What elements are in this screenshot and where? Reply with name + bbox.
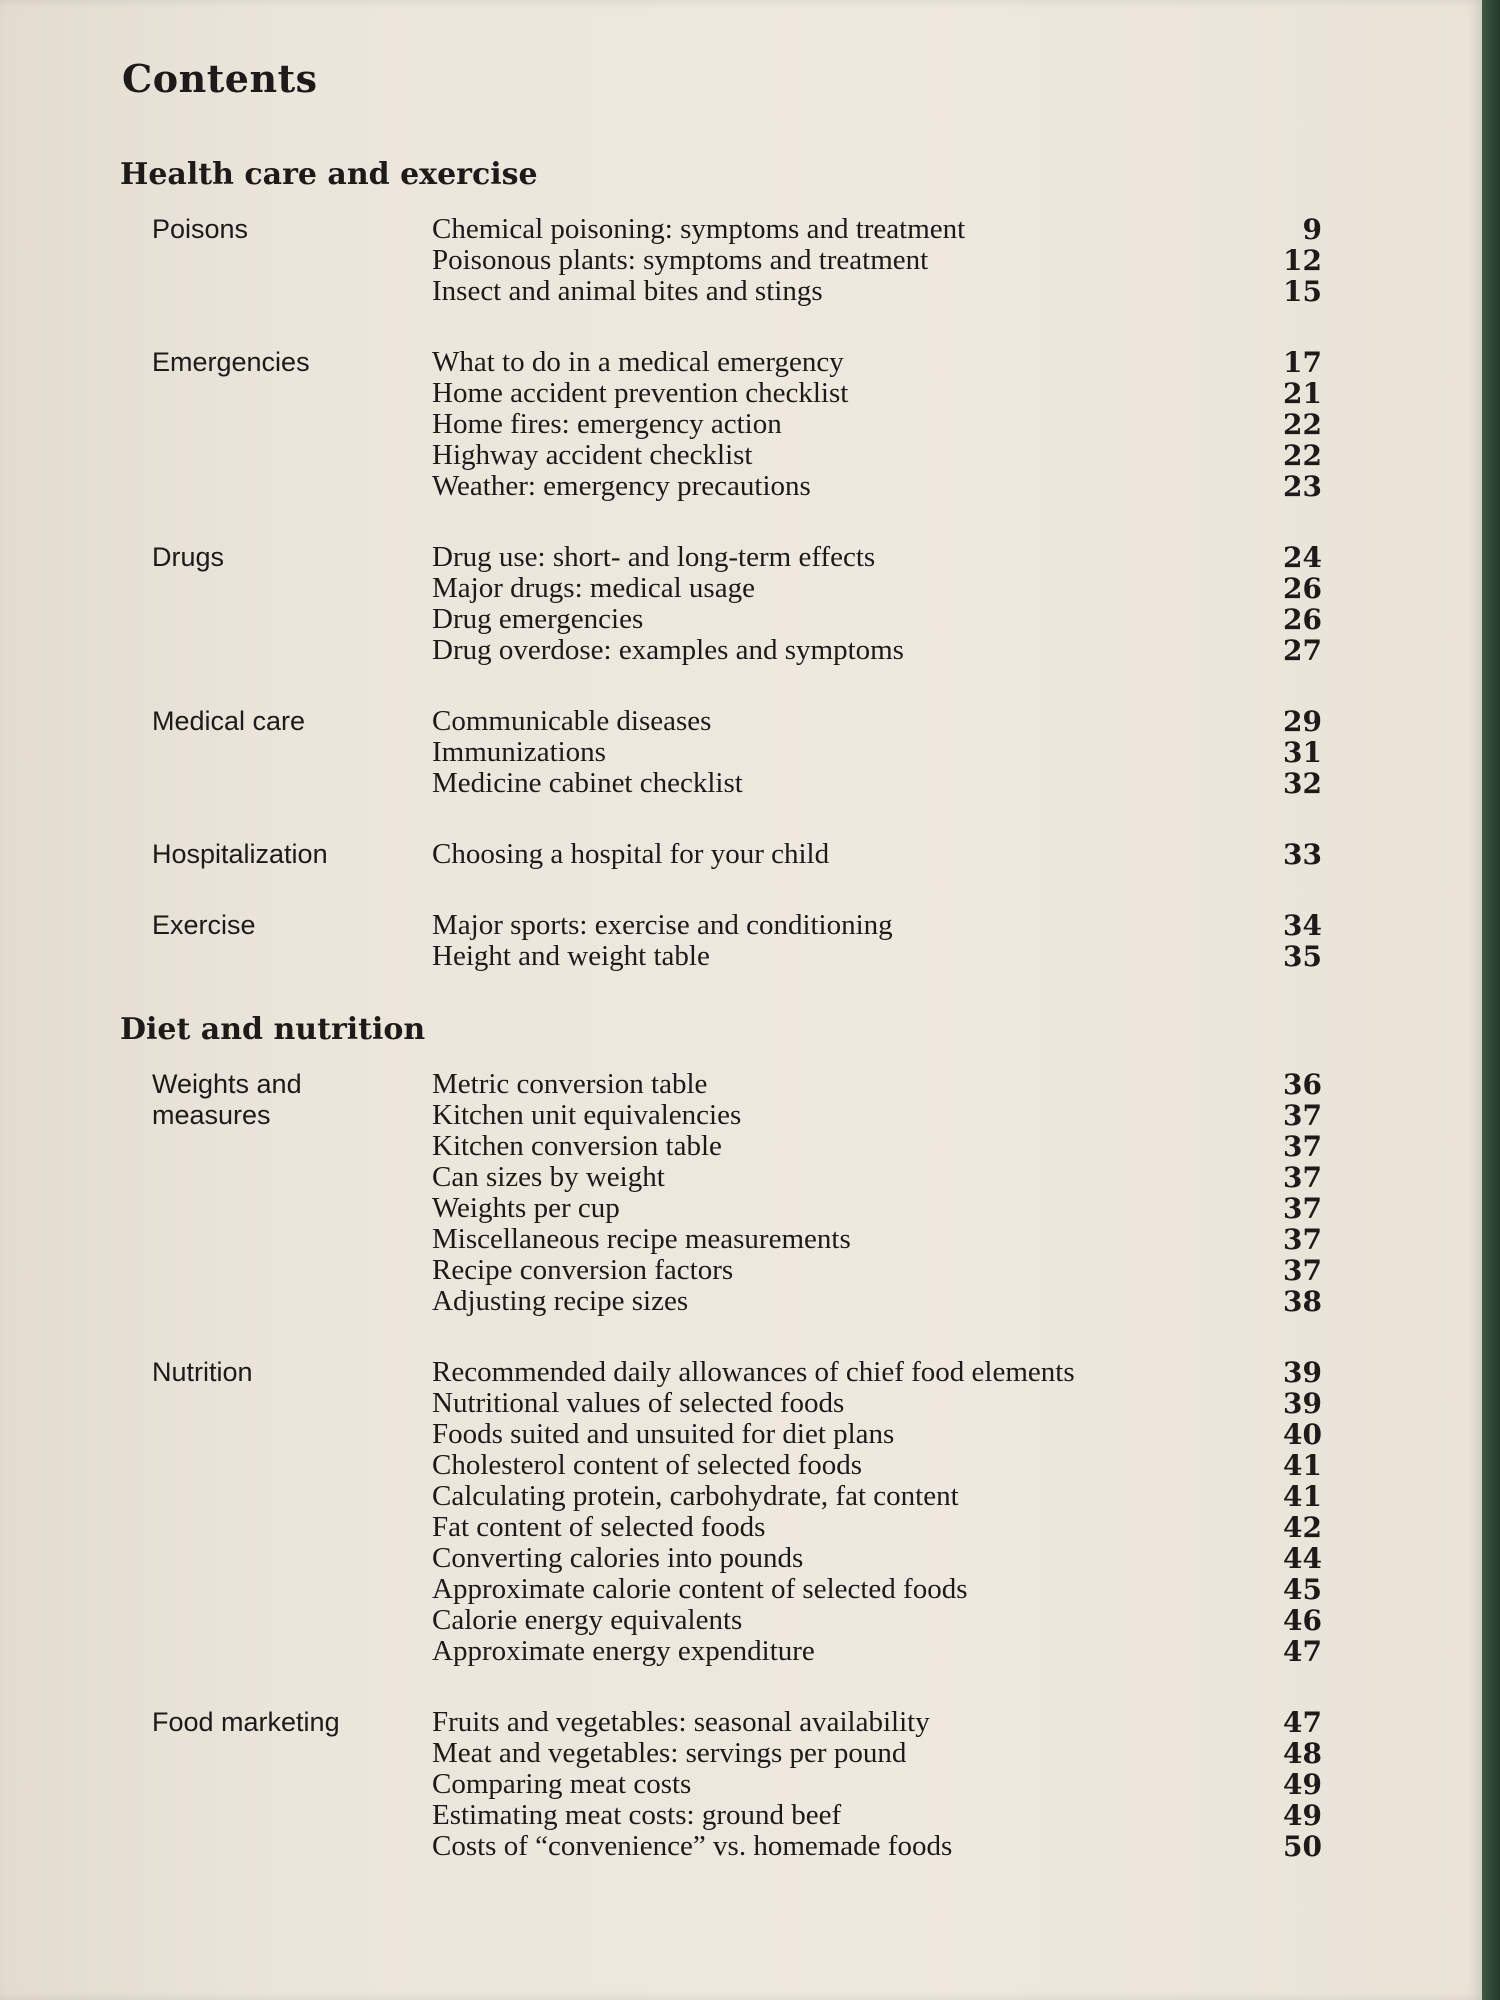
page-number: 37 — [1283, 1223, 1322, 1256]
group-label: Weights and measures — [152, 1069, 302, 1130]
entry-title: Insect and animal bites and stings — [432, 275, 823, 307]
contents-listing — [120, 56, 1340, 1902]
contents-entry — [432, 573, 1340, 604]
entry-title: Cholesterol content of selected foods — [432, 1449, 863, 1481]
page-title: Contents — [122, 56, 318, 101]
entry-title: Chemical poisoning: symptoms and treatment — [432, 213, 966, 245]
page-number: 40 — [1283, 1418, 1322, 1451]
page-number: 21 — [1283, 377, 1322, 410]
contents-group — [120, 214, 1340, 307]
page-number: 17 — [1283, 346, 1322, 379]
sections-container — [120, 157, 1340, 1862]
entry-title: Communicable diseases — [432, 705, 712, 737]
entry-title: Home accident prevention checklist — [432, 377, 849, 409]
page-number: 37 — [1283, 1192, 1322, 1225]
contents-entry — [432, 542, 1340, 573]
page-number: 48 — [1283, 1737, 1322, 1770]
page-number: 9 — [1302, 213, 1322, 246]
page-number: 46 — [1283, 1604, 1322, 1637]
contents-entry — [432, 1131, 1340, 1162]
page-number: 50 — [1283, 1830, 1322, 1863]
page-number: 26 — [1283, 603, 1322, 636]
contents-group — [120, 706, 1340, 799]
contents-entry — [432, 214, 1340, 245]
page-number: 44 — [1283, 1542, 1322, 1575]
page-number: 15 — [1283, 275, 1322, 308]
entry-list — [432, 1707, 1340, 1862]
entry-title: Drug overdose: examples and symptoms — [432, 634, 904, 666]
contents-entry — [432, 378, 1340, 409]
contents-group — [120, 542, 1340, 666]
page-number: 37 — [1283, 1254, 1322, 1287]
entry-title: Height and weight table — [432, 940, 710, 972]
contents-group — [120, 1069, 1340, 1317]
entry-title: Metric conversion table — [432, 1068, 708, 1100]
group-label: Exercise — [152, 910, 256, 940]
page-number: 49 — [1283, 1799, 1322, 1832]
page-number: 12 — [1283, 244, 1322, 277]
contents-group — [120, 347, 1340, 502]
page-number: 23 — [1283, 470, 1322, 503]
page-number: 26 — [1283, 572, 1322, 605]
contents-entry — [432, 910, 1340, 941]
entry-list — [432, 542, 1340, 666]
page-number: 41 — [1283, 1449, 1322, 1482]
group-label: Emergencies — [152, 347, 310, 377]
entry-list — [432, 910, 1340, 972]
entry-list — [432, 347, 1340, 502]
contents-entry — [432, 635, 1340, 666]
page-number: 33 — [1283, 838, 1322, 871]
contents-entry — [432, 440, 1340, 471]
contents-entry — [432, 1800, 1340, 1831]
contents-group — [120, 910, 1340, 972]
book-cover-edge — [1482, 0, 1500, 2000]
entry-title: Home fires: emergency action — [432, 408, 782, 440]
entry-title: Can sizes by weight — [432, 1161, 665, 1193]
contents-entry — [432, 1831, 1340, 1862]
contents-entry — [432, 1286, 1340, 1317]
entry-title: Choosing a hospital for your child — [432, 838, 830, 870]
entry-title: Highway accident checklist — [432, 439, 753, 471]
group-label: Hospitalization — [152, 839, 328, 869]
page-number: 22 — [1283, 408, 1322, 441]
entry-list — [432, 1357, 1340, 1667]
contents-section — [120, 1012, 1340, 1862]
entry-title: Adjusting recipe sizes — [432, 1285, 689, 1317]
contents-entry — [432, 1769, 1340, 1800]
contents-entry — [432, 768, 1340, 799]
contents-entry — [432, 276, 1340, 307]
contents-entry — [432, 1069, 1340, 1100]
page-number: 24 — [1283, 541, 1322, 574]
page-number: 37 — [1283, 1161, 1322, 1194]
entry-title: Miscellaneous recipe measurements — [432, 1223, 851, 1255]
entry-title: Costs of “convenience” vs. homemade foods — [432, 1830, 953, 1862]
group-label: Food marketing — [152, 1707, 340, 1737]
group-label: Poisons — [152, 214, 249, 244]
entry-title: Foods suited and unsuited for diet plans — [432, 1418, 895, 1450]
entry-list — [432, 214, 1340, 307]
contents-entry — [432, 409, 1340, 440]
contents-group — [120, 1707, 1340, 1862]
entry-title: Immunizations — [432, 736, 606, 768]
contents-entry — [432, 1738, 1340, 1769]
entry-title: Major drugs: medical usage — [432, 572, 755, 604]
contents-entry — [432, 1419, 1340, 1450]
contents-entry — [432, 1193, 1340, 1224]
group-label: Drugs — [152, 542, 225, 572]
contents-entry — [432, 604, 1340, 635]
contents-entry — [432, 1255, 1340, 1286]
page-number: 49 — [1283, 1768, 1322, 1801]
entry-list — [432, 839, 1340, 870]
page-number: 29 — [1283, 705, 1322, 738]
page-number: 38 — [1283, 1285, 1322, 1318]
group-label: Medical care — [152, 706, 306, 736]
entry-title: Major sports: exercise and conditioning — [432, 909, 893, 941]
contents-entry — [432, 706, 1340, 737]
page-number: 37 — [1283, 1130, 1322, 1163]
contents-entry — [432, 737, 1340, 768]
entry-title: Medicine cabinet checklist — [432, 767, 743, 799]
entry-title: Kitchen unit equivalencies — [432, 1099, 742, 1131]
contents-entry — [432, 347, 1340, 378]
contents-entry — [432, 1605, 1340, 1636]
entry-title: Recipe conversion factors — [432, 1254, 734, 1286]
contents-group — [120, 1357, 1340, 1667]
entry-title: Meat and vegetables: servings per pound — [432, 1737, 907, 1769]
entry-title: What to do in a medical emergency — [432, 346, 844, 378]
page-number: 42 — [1283, 1511, 1322, 1544]
page-number: 47 — [1283, 1635, 1322, 1668]
entry-title: Comparing meat costs — [432, 1768, 692, 1800]
page-number: 37 — [1283, 1099, 1322, 1132]
entry-title: Calorie energy equivalents — [432, 1604, 743, 1636]
entry-title: Approximate energy expenditure — [432, 1635, 815, 1667]
page-number: 22 — [1283, 439, 1322, 472]
entry-title: Drug emergencies — [432, 603, 644, 635]
contents-entry — [432, 1707, 1340, 1738]
entry-title: Recommended daily allowances of chief food elements — [432, 1356, 1075, 1388]
entry-title: Weather: emergency precautions — [432, 470, 811, 502]
page-number: 27 — [1283, 634, 1322, 667]
contents-group — [120, 839, 1340, 870]
page-number: 34 — [1283, 909, 1322, 942]
contents-entry — [432, 1162, 1340, 1193]
contents-entry — [432, 245, 1340, 276]
contents-entry — [432, 1574, 1340, 1605]
contents-entry — [432, 1481, 1340, 1512]
contents-entry — [432, 1543, 1340, 1574]
contents-entry — [432, 1450, 1340, 1481]
contents-entry — [432, 941, 1340, 972]
contents-entry — [432, 471, 1340, 502]
page-number: 41 — [1283, 1480, 1322, 1513]
page-number: 47 — [1283, 1706, 1322, 1739]
contents-entry — [432, 1636, 1340, 1667]
entry-list — [432, 1069, 1340, 1317]
page-number: 45 — [1283, 1573, 1322, 1606]
contents-entry — [432, 1100, 1340, 1131]
entry-title: Calculating protein, carbohydrate, fat content — [432, 1480, 959, 1512]
page-number: 36 — [1283, 1068, 1322, 1101]
contents-entry — [432, 1357, 1340, 1388]
page-number: 31 — [1283, 736, 1322, 769]
entry-title: Approximate calorie content of selected foods — [432, 1573, 968, 1605]
contents-entry — [432, 1224, 1340, 1255]
entry-title: Nutritional values of selected foods — [432, 1387, 845, 1419]
page-number: 32 — [1283, 767, 1322, 800]
contents-entry — [432, 839, 1340, 870]
section-title: Health care and exercise — [120, 157, 538, 192]
section-title: Diet and nutrition — [120, 1012, 426, 1047]
entry-title: Fat content of selected foods — [432, 1511, 766, 1543]
contents-entry — [432, 1388, 1340, 1419]
page-number: 35 — [1283, 940, 1322, 973]
page-number: 39 — [1283, 1356, 1322, 1389]
entry-list — [432, 706, 1340, 799]
entry-title: Converting calories into pounds — [432, 1542, 804, 1574]
group-label: Nutrition — [152, 1357, 253, 1387]
contents-entry — [432, 1512, 1340, 1543]
contents-section — [120, 157, 1340, 972]
entry-title: Fruits and vegetables: seasonal availability — [432, 1706, 930, 1738]
entry-title: Weights per cup — [432, 1192, 620, 1224]
entry-title: Kitchen conversion table — [432, 1130, 722, 1162]
entry-title: Poisonous plants: symptoms and treatment — [432, 244, 929, 276]
entry-title: Drug use: short- and long-term effects — [432, 541, 876, 573]
page-number: 39 — [1283, 1387, 1322, 1420]
entry-title: Estimating meat costs: ground beef — [432, 1799, 842, 1831]
